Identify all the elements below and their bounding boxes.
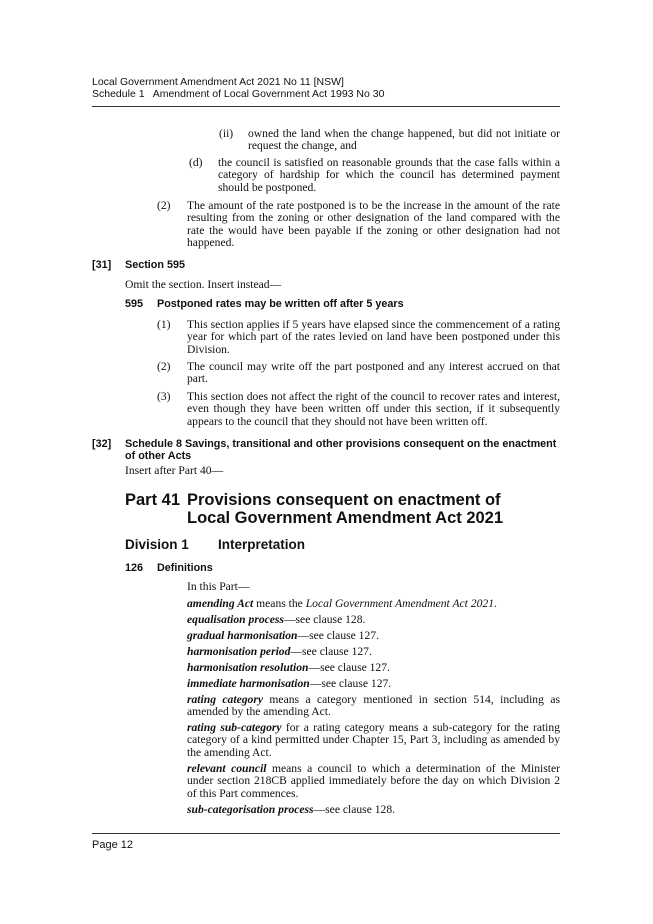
subsection-text: This section does not affect the right of the council to recover rates and interest, even though they have been written off under this section, if it subsequently appears to the council that they should not have been written off.: [187, 390, 560, 428]
amendment-item-number: [32]: [92, 438, 112, 450]
definition-gradual-harmonisation: gradual harmonisation—see clause 127.: [187, 629, 379, 642]
running-header-act-title: Local Government Amendment Act 2021 No 11 [NSW]: [92, 76, 344, 88]
clause-number: 126: [125, 562, 144, 574]
definition-relevant-council: relevant council means a council to which a determination of the Minister under section 218CB applied immediately before the day on which Division 2 of this Part commences.: [187, 762, 560, 800]
part-label: Part 41: [125, 491, 181, 509]
defined-term: harmonisation resolution: [187, 661, 309, 674]
section-number: 595: [125, 298, 144, 310]
para-label-d: (d): [189, 156, 203, 169]
defined-term: immediate harmonisation: [187, 677, 310, 690]
definition-rating-sub-category: rating sub-category for a rating category means a sub-category for the rating category of a kind permitted under Chapter 15, Part 3, including as amended by the amending Act.: [187, 721, 561, 759]
division-label: Division 1: [125, 537, 189, 552]
defined-term: rating category: [187, 693, 263, 706]
act-title-italic: Local Government Amendment Act 2021: [305, 597, 494, 610]
subsection-text: The council may write off the part postponed and any interest accrued on that part.: [187, 360, 560, 386]
amendment-item-title: Schedule 8 Savings, transitional and other provisions consequent on the enactment of other Acts: [125, 438, 557, 462]
part-title: Provisions consequent on enactment of Local Government Amendment Act 2021: [187, 491, 504, 527]
header-rule: [92, 106, 560, 107]
subsection-label: (3): [157, 390, 171, 403]
amendment-instruction: Insert after Part 40—: [125, 464, 224, 477]
definition-harmonisation-resolution: harmonisation resolution—see clause 127.: [187, 661, 390, 674]
page-number: Page 12: [92, 839, 133, 851]
defined-term: rating sub-category: [187, 721, 282, 734]
subsection-label-2: (2): [157, 199, 171, 212]
definition-immediate-harmonisation: immediate harmonisation—see clause 127.: [187, 677, 392, 690]
definition-rating-category: rating category means a category mentioned in section 514, including as amended by the amending Act.: [187, 693, 560, 719]
footer-rule: [92, 833, 560, 834]
subpara-text-ii: owned the land when the change happened, but did not initiate or request the change, and: [248, 127, 560, 153]
subsection-text: This section applies if 5 years have elapsed since the commencement of a rating year for which part of the rates levied on land have been postponed under this Division.: [187, 318, 560, 356]
amendment-item-number: [31]: [92, 259, 112, 271]
amendment-instruction: Omit the section. Insert instead—: [125, 278, 282, 291]
amendment-item-title: Section 595: [125, 259, 186, 271]
defined-term: gradual harmonisation: [187, 629, 298, 642]
definition-harmonisation-period: harmonisation period—see clause 127.: [187, 645, 372, 658]
subsection-text-2: The amount of the rate postponed is to be the increase in the amount of the rate resulting from the zoning or other designation of the land compared with the rate the would have been payable if the zoning or other designation had not happened.: [187, 199, 560, 250]
running-header-schedule: Schedule 1 Amendment of Local Government Act 1993 No 30: [92, 88, 385, 100]
subsection-label: (2): [157, 360, 171, 373]
definition-amending-act: amending Act means the Local Government Amendment Act 2021.: [187, 597, 497, 610]
defined-term: harmonisation period: [187, 645, 291, 658]
definition-equalisation-process: equalisation process—see clause 128.: [187, 613, 366, 626]
subpara-label-ii: (ii): [219, 127, 234, 140]
clause-heading: Definitions: [157, 562, 213, 574]
para-text-d: the council is satisfied on reasonable grounds that the case falls within a category of hardship for which the council has determined payment should be postponed.: [218, 156, 560, 194]
defined-term: amending Act: [187, 597, 254, 610]
definitions-intro: In this Part—: [187, 580, 250, 593]
subsection-label: (1): [157, 318, 171, 331]
defined-term: equalisation process: [187, 613, 284, 626]
defined-term: sub-categorisation process: [187, 803, 314, 816]
division-title: Interpretation: [218, 537, 306, 552]
section-heading: Postponed rates may be written off after 5 years: [157, 298, 404, 310]
definition-sub-categorisation-process: sub-categorisation process—see clause 128.: [187, 803, 396, 816]
defined-term: relevant council: [187, 762, 267, 775]
